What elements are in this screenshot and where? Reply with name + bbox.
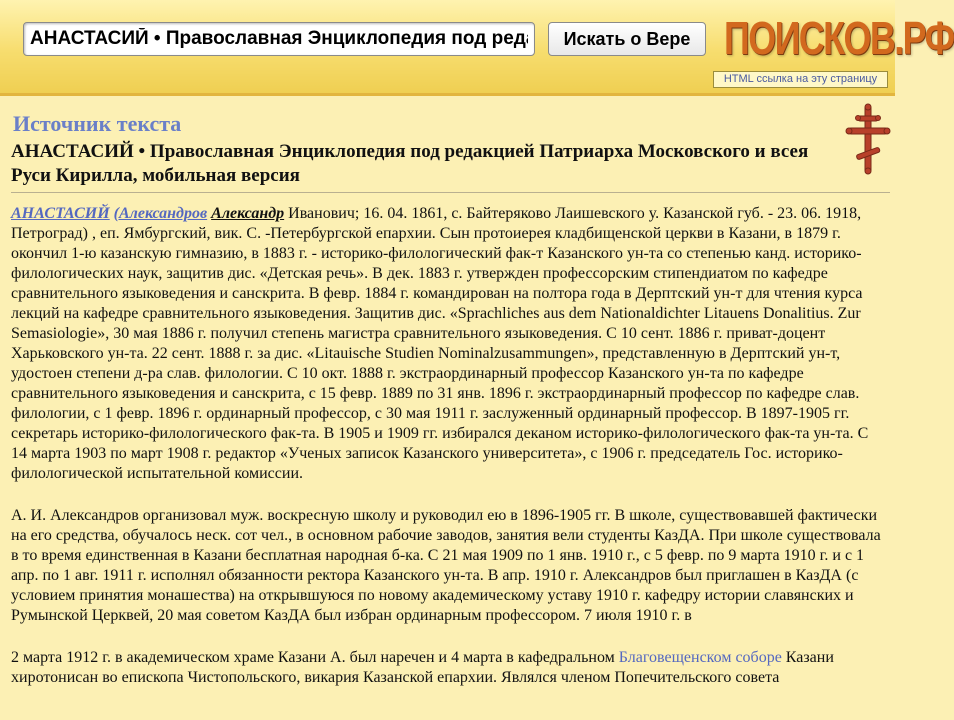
site-logo[interactable]: ПОИСКОВ.РФ	[724, 12, 954, 64]
paragraph-3-text: 2 марта 1912 г. в академическом храме Казани А. был наречен и 4 марта в кафедральном	[11, 649, 619, 666]
source-label: Источник текста	[13, 111, 182, 136]
paragraph-2: А. И. Александров организовал муж. воскресную школу и руководил ею в 1896-1905 гг. В школе, существовавшей фактически на его средства, обучалось неск. сот чел., в основном рабочие заводов, занятия вели студенты КазДА. При школе существовала в то время единственная в Казани бесплатная народная б-ка. С 21 мая 1909 по 1 янв. 1910 г., с 5 февр. по 9 марта 1910 г. и с 1 апр. по 1 авг. 1911 г. исполнял обязанности ректора Казанского ун-та. В апр. 1910 г. Александров был приглашен в КазДА (с условием принятия монашества) на открывшуюся по новому академическому уставу 1910 г. кафедру истории славянских и Румынской Церквей, 20 мая советом КазДА был избран ординарным профессором. 7 июля 1910 г. в	[11, 507, 881, 624]
paragraph-1-text: Иванович; 16. 04. 1861, с. Байтеряково Лаишевского у. Казанской губ. - 23. 06. 1918, Петроград) , еп. Ямбургский, вик. С. -Петербургской епархии. Сын протоиерея кладбищенской церкви в Казани, в 1879 г. окончил 1-ю казанскую гимназию, в 1883 г. - историко-филологический фак-т Казанского ун-та со степенью канд. историко-филологических наук, защитив дис. «Детская речь». В дек. 1883 г. утвержден профессорским стипендиатом по кафедре сравнительного языковедения и санскрита. В февр. 1884 г. командирован на полтора года в Дерптский ун-т для чтения курса лекций на кафедре сравнительного языковедения. Защитив дис. «Sprachliches aus dem Nationaldichter Litauens Donalitius. Zur Semasiologie», 30 мая 1886 г. получил степень магистра сравнительного языковедения. С 10 сент. 1886 г. приват-доцент Харьковского ун-та. 22 сент. 1888 г. за дис. «Litauische Studien Nominalzusammungen», представленную в Дерптский ун-т, удостоен степени д-ра слав. филологии. С 10 окт. 1888 г. экстраординарный профессор Казанского ун-та по кафедре сравнительного языковедения и санскрита, с 15 февр. 1889 по 31 янв. 1896 г. экстраординарный профессор по кафедре слав. филологии, с 1 февр. 1896 г. ординарный профессор, с 30 мая 1911 г. заслуженный ординарный профессор. В 1897-1905 гг. секретарь историко-филологического фак-та. В 1905 и 1909 гг. избирался деканом историко-филологического фак-та ун-та. С 14 марта 1903 по март 1908 г. редактор «Ученых записок Казанского университета», с 1906 г. председатель Гос. историко-филологической испытательной комиссии.	[11, 205, 869, 482]
search-button[interactable]: Искать о Вере	[548, 22, 706, 56]
article-body	[11, 204, 887, 710]
orthodox-cross-icon	[846, 104, 890, 174]
paragraph-3-rest: Казани хиротонисан во епископа Чистопольского, викария Казанской епархии. Являлся членом Попечительского совета	[11, 649, 834, 686]
site-header	[0, 0, 954, 96]
paragraph-3	[11, 648, 887, 688]
article-title: АНАСТАСИЙ • Православная Энциклопедия под редакцией Патриарха Московского и всея Руси Кирилла, мобильная версия	[11, 141, 809, 186]
name-link-aleksandr[interactable]: Александр	[211, 205, 285, 222]
html-link-button[interactable]: HTML ссылка на эту страницу	[713, 71, 888, 88]
name-link-aleksandrov[interactable]: (Александров	[113, 205, 208, 222]
divider	[11, 192, 890, 193]
blagoveshchensky-sobor-link[interactable]: Благовещенском соборе	[618, 649, 782, 666]
name-link-anastasiy[interactable]: АНАСТАСИЙ	[11, 205, 110, 222]
paragraph-1	[11, 204, 887, 484]
search-input[interactable]	[23, 22, 535, 56]
